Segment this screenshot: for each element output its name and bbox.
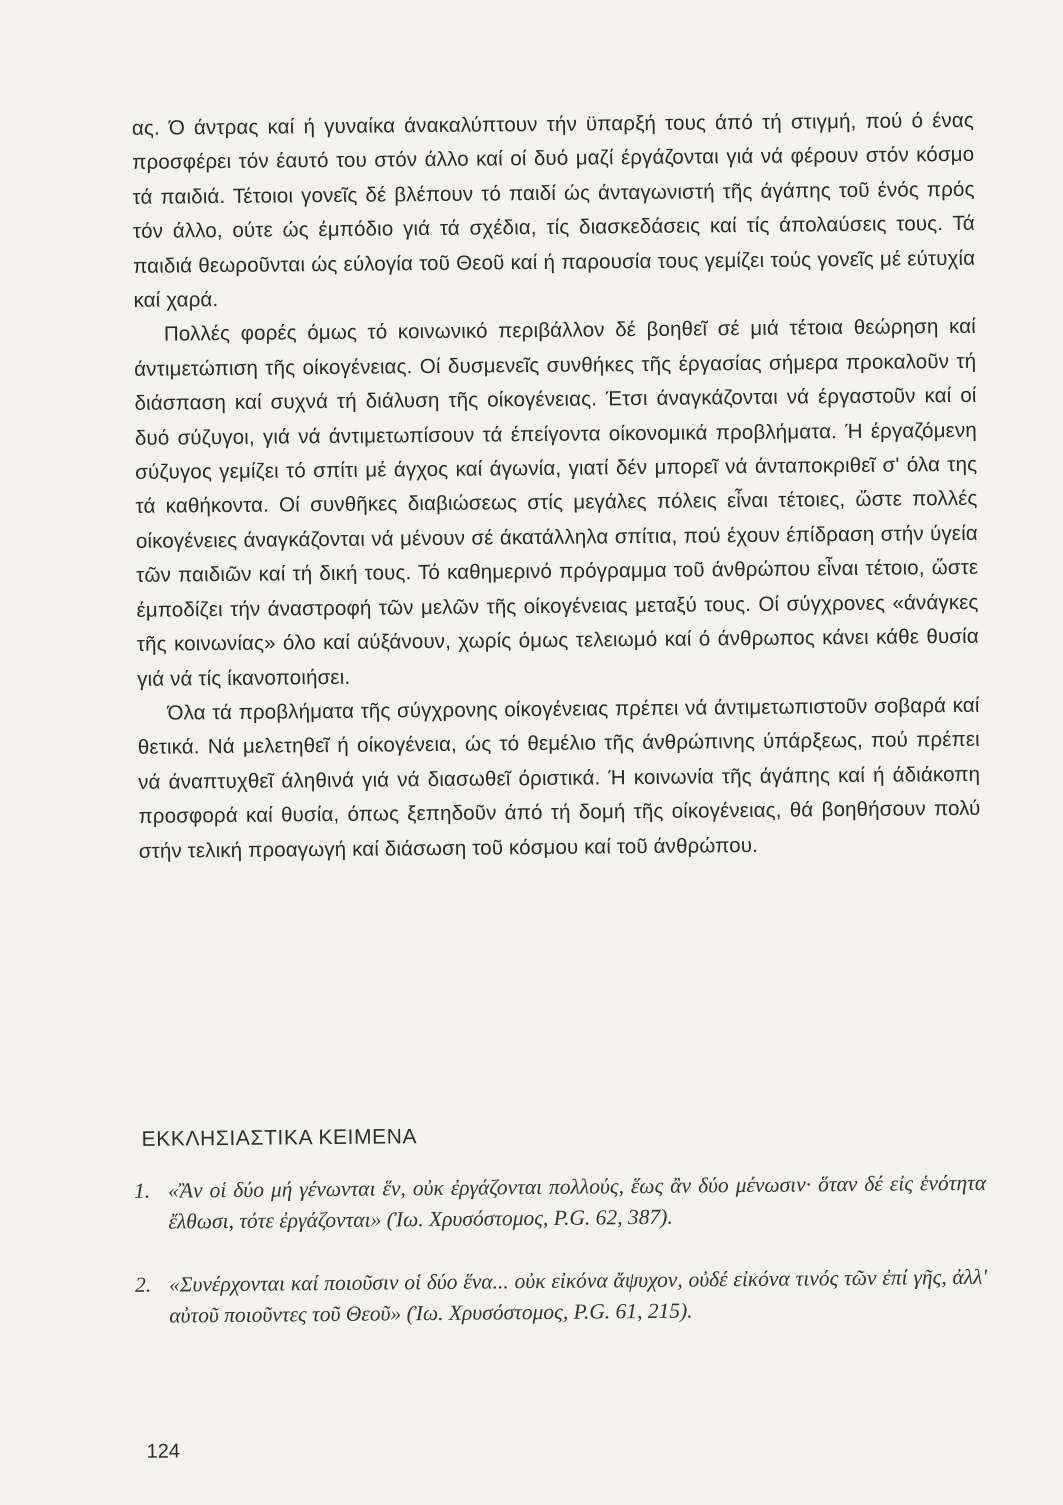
reference-list <box>134 1168 988 1364</box>
paragraph-3: Όλα τά προβλήματα τῆς σύγχρονης οίκογένειας πρέπει νά άντιμετωπιστοῦν σοβαρά καί θετικά. Νά μελετηθεῖ ή οίκογένεια, ώς τό θεμέλιο τῆς άνθρώπινης ύπάρξεως, πού πρέπει νά άναπτυχθεῖ άληθινά γιά νά διασωθεῖ όριστικά. Ή κοινωνία τῆς άγάπης καί ή άδιάκοπη προσφορά καί θυσία, όπως ξεπηδοῦν άπό τή δομή τῆς οίκογένειας, θά βοηθήσουν πολύ στήν τελική προαγωγή καί διάσωση τοῦ κόσμου καί τοῦ άνθρώπου. <box>137 693 981 863</box>
section-heading: ΕΚΚΛΗΣΙΑΣΤΙΚΑ ΚΕΙΜΕΝΑ <box>141 1125 418 1151</box>
reference-number: 2. <box>134 1272 152 1297</box>
reference-text: «Ἂν οἱ δύο μή γένωνται ἕν, οὐκ ἐργάζονται πολλούς, ἕως ἂν δύο μένωσιν· ὅταν δέ εἰς ἑνότητα ἔλθωσι, τότε ἐργάζονται» (Ἰω. Χρυσόστομος, P.G. 62, 387). <box>168 1170 987 1234</box>
reference-text: «Συνέρχονται καί ποιοῦσιν οἱ δύο ἕνα... οὐκ εἰκόνα ἄψυχον, οὐδέ εἰκόνα τινός τῶν ἐπί γῆς, ἀλλ' αὐτοῦ ποιοῦντες τοῦ Θεοῦ» (Ἰω. Χρυσόστομος, P.G. 61, 215). <box>168 1264 988 1328</box>
reference-number: 1. <box>134 1178 151 1203</box>
page-number: 124 <box>146 1440 181 1463</box>
body-text <box>132 104 981 869</box>
paragraph-1: ας. Ό άντρας καί ή γυναίκα άνακαλύπτουν τήν ϋπαρξή τους άπό τή στιγμή, πού ό ένας προσφέρει τόν έαυτό του στόν άλλο καί οί δυό μαζί έργάζονται γιά νά φέρουν στόν κόσμο τά παιδιά. Τέτοιοι γονεῖς δέ βλέπουν τό παιδί ώς άνταγωνιστή τῆς άγάπης τοῦ ένός πρός τόν άλλο, ούτε ώς έμπόδιο γιά τά σχέδια, τίς διασκεδάσεις καί τίς άπολαύσεις τους. Τά παιδιά θεωροῦνται ώς εύλογία τοῦ Θεοῦ καί ή παρουσία τους γεμίζει τούς γονεῖς μέ εύτυχία καί χαρά. <box>131 108 976 312</box>
reference-item <box>134 1168 987 1238</box>
reference-item <box>135 1262 988 1332</box>
paragraph-2: Πολλές φορές όμως τό κοινωνικό περιβάλλον δέ βοηθεῖ σέ μιά τέτοια θεώρηση καί άντιμετώπιση τῆς οίκογένειας. Οί δυσμενεῖς συνθήκες τῆς έργασίας σήμερα προκαλοῦν τή διάσπαση καί συχνά τή διάλυση τῆς οίκογένειας. Έτσι άναγκάζονται νά έργαστοῦν καί οί δυό σύζυγοι, γιά νά άντιμετωπίσουν τά έπείγοντα οίκονομικά προβλήματα. Ή έργαζόμενη σύζυγος γεμίζει τό σπίτι μέ άγχος καί άγωνία, γιατί δέν μπορεῖ νά άνταποκριθεῖ σ' όλα της τά καθήκοντα. Οί συνθῆκες διαβιώσεως στίς μεγάλες πόλεις εἶναι τέτοιες, ὥστε πολλές οίκογένειες άναγκάζονται νά μένουν σέ άκατάλληλα σπίτια, πού έχουν έπίδραση στήν ύγεία τῶν παιδιῶν καί τή δική τους. Τό καθημερινό πρόγραμμα τοῦ άνθρώπου εἶναι τέτοιο, ὥστε έμποδίζει τήν άναστροφή τῶν μελῶν τῆς οίκογένειας μεταξύ τους. Οί σύγχρονες «άνάγκες τῆς κοινωνίας» όλο καί αύξάνουν, χωρίς όμως τελειωμό καί ό άνθρωπος κάνει κάθε θυσία γιά νά τίς ίκανοποιήσει. <box>134 315 979 691</box>
